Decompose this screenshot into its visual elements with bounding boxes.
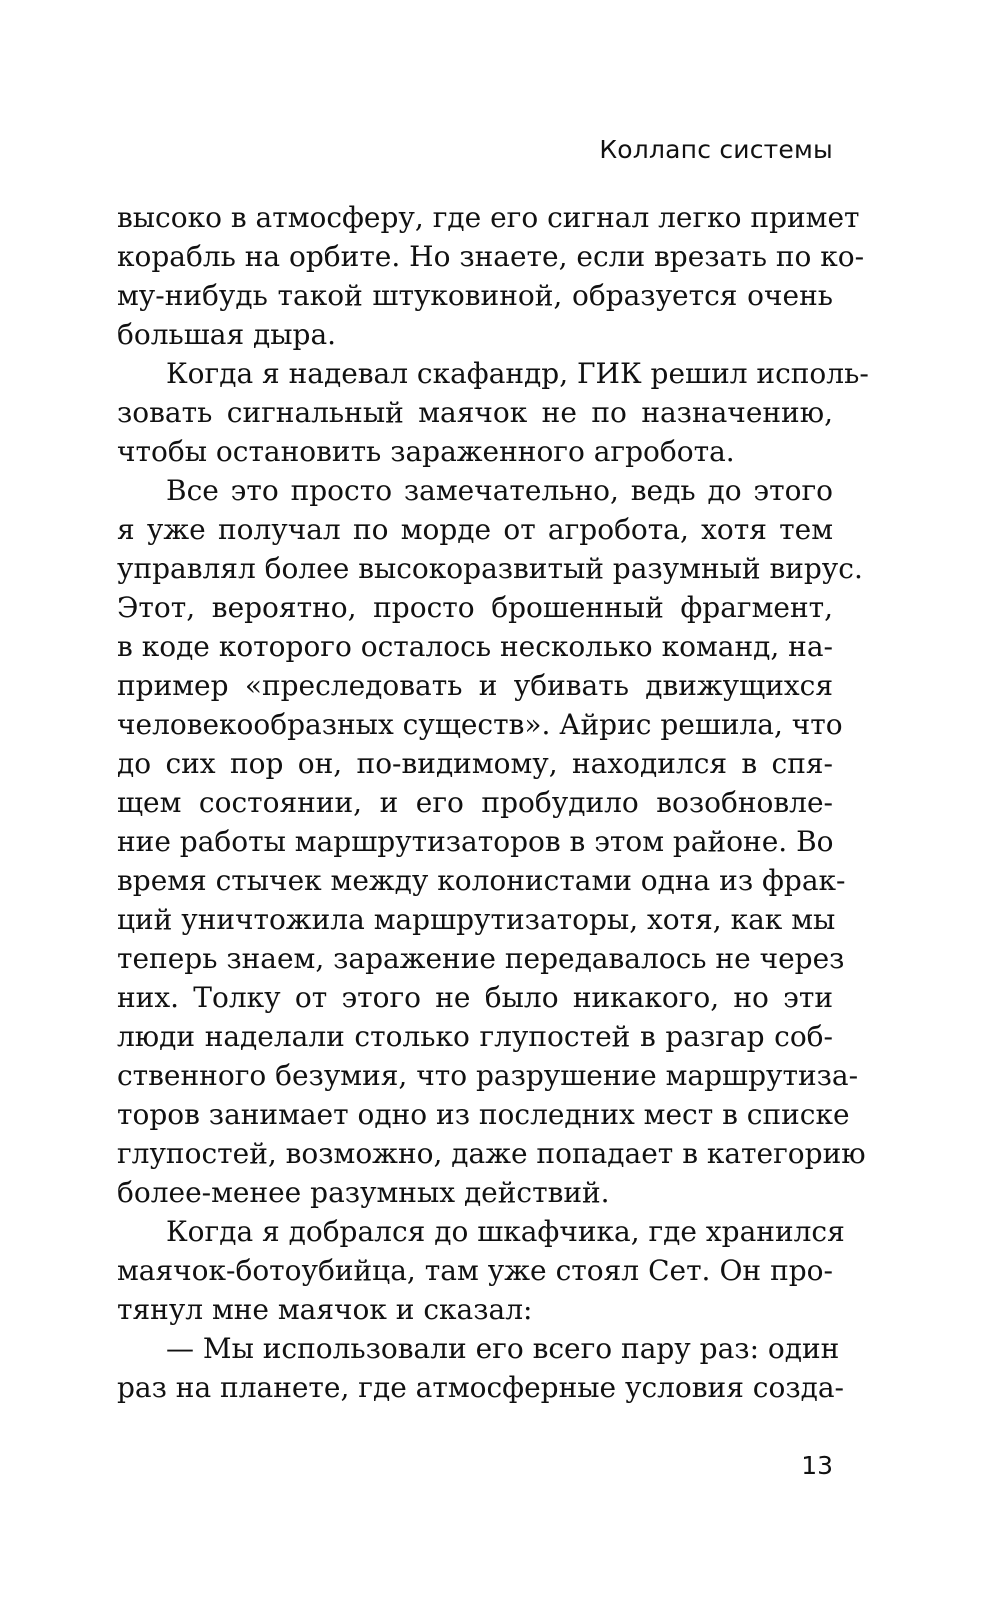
page-number: 13	[801, 1451, 833, 1480]
text-line: ственного безумия, что разрушение маршрутиза-	[117, 1059, 859, 1092]
text-line: му-нибудь такой штуковиной, образуется очень	[117, 279, 833, 312]
text-line: высоко в атмосферу, где его сигнал легко примет	[117, 201, 860, 234]
text-line: люди наделали столько глупостей в разгар соб-	[117, 1020, 833, 1053]
text-line: них. Толку от этого не было никакого, но эти	[117, 981, 833, 1014]
text-line: тянул мне маячок и сказал:	[117, 1293, 533, 1326]
text-line: более-менее разумных действий.	[117, 1176, 610, 1209]
text-line: Когда я добрался до шкафчика, где хранился	[166, 1215, 845, 1248]
text-line: теперь знаем, заражение передавалось не через	[117, 942, 845, 975]
text-line: маячок-ботоубийца, там уже стоял Сет. Он про-	[117, 1254, 833, 1287]
text-line: человекообразных существ». Айрис решила, что	[117, 708, 843, 741]
text-line: управлял более высокоразвитый разумный вирус.	[117, 552, 863, 585]
body-text	[117, 198, 869, 1407]
text-line: торов занимает одно из последних мест в списке	[117, 1098, 850, 1131]
text-line: Когда я надевал скафандр, ГИК решил исполь-	[166, 357, 869, 390]
text-line: — Мы использовали его всего пару раз: один	[166, 1332, 840, 1365]
text-line: пример «преследовать и убивать движущихся	[117, 669, 833, 702]
text-line: Все это просто замечательно, ведь до этого	[166, 474, 833, 507]
text-line: я уже получал по морде от агробота, хотя тем	[117, 513, 833, 546]
text-line: ций уничтожила маршрутизаторы, хотя, как мы	[117, 903, 836, 936]
text-line: раз на планете, где атмосферные условия созда-	[117, 1371, 844, 1404]
text-line: до сих пор он, по-видимому, находился в спя-	[117, 747, 833, 780]
text-line: ние работы маршрутизаторов в этом районе. Во	[117, 825, 834, 858]
text-line: зовать сигнальный маячок не по назначению,	[117, 396, 833, 429]
text-line: щем состоянии, и его пробудило возобновле-	[117, 786, 833, 819]
text-line: время стычек между колонистами одна из фрак-	[117, 864, 846, 897]
running-header: Коллапс системы	[599, 135, 833, 164]
text-line: большая дыра.	[117, 318, 337, 351]
text-line: чтобы остановить зараженного агробота.	[117, 435, 735, 468]
text-line: в коде которого осталось несколько команд, на-	[117, 630, 833, 663]
text-line: глупостей, возможно, даже попадает в категорию	[117, 1137, 866, 1170]
text-line: корабль на орбите. Но знаете, если врезать по ко-	[117, 240, 865, 273]
text-line: Этот, вероятно, просто брошенный фрагмент,	[117, 591, 833, 624]
